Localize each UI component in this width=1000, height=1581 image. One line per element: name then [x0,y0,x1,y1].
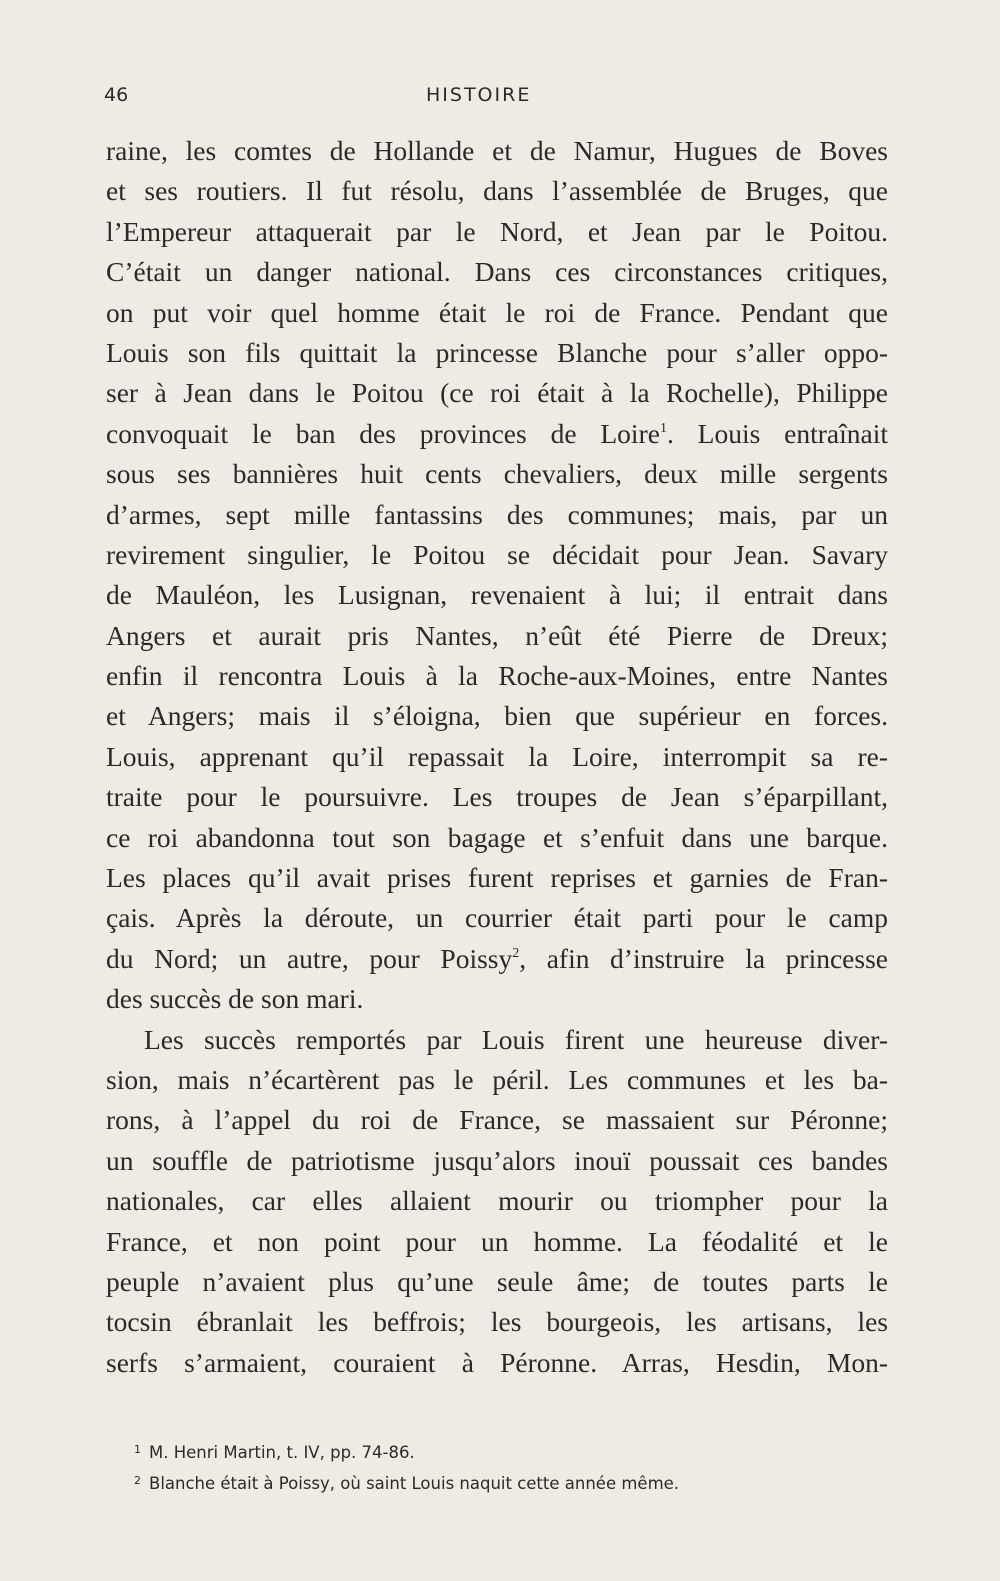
text-line: sous ses bannières huit cents chevaliers, deux mille sergents [106,458,888,490]
footnote-mark: 2 [512,945,520,961]
text-line: des succès de son mari. [106,983,364,1015]
text-line: sion, mais n’écartèrent pas le péril. Les communes et les ba- [106,1063,888,1095]
text-line: l’Empereur attaquerait par le Nord, et Jean par le Poitou. [106,215,888,247]
text-line: peuple n’avaient plus qu’une seule âme; de toutes parts le [106,1265,888,1297]
footnote-mark: 1 [659,420,667,436]
text-line: Angers et aurait pris Nantes, n’eût été Pierre de Dreux; [106,619,888,651]
text-line: serfs s’armaient, couraient à Péronne. Arras, Hesdin, Mon- [106,1346,888,1378]
page-number: 46 [104,84,129,106]
text-line: tocsin ébranlait les beffrois; les bourgeois, les artisans, les [106,1306,888,1338]
text-line: Louis son fils quittait la princesse Blanche pour s’aller oppo- [106,336,888,368]
body-text [106,131,888,1383]
text-segment: . Louis entraînait [666,417,888,449]
text-line: un souffle de patriotisme jusqu’alors inouï poussait ces bandes [106,1144,888,1176]
text-line: raine, les comtes de Hollande et de Namur, Hugues de Boves [106,135,888,166]
text-line: on put voir quel homme était le roi de France. Pendant que [106,296,888,328]
text-line: nationales, car elles allaient mourir ou triompher pour la [106,1185,888,1217]
text-line: et ses routiers. Il fut résolu, dans l’assemblée de Bruges, que [106,175,888,207]
text-line [106,414,888,454]
footnote-number: 1 [134,1443,141,1456]
text-line: France, et non point pour un homme. La féodalité et le [106,1225,888,1257]
text-line: rons, à l’appel du roi de France, se massaient sur Péronne; [106,1104,888,1136]
text-line: Les places qu’il avait prises furent reprises et garnies de Fran- [106,862,888,894]
text-line: ser à Jean dans le Poitou (ce roi était à la Rochelle), Philippe [106,377,888,409]
footnote [134,1436,894,1467]
footnote-text: M. Henri Martin, t. IV, pp. 74-86. [149,1443,415,1462]
text-line: C’était un danger national. Dans ces circonstances critiques, [106,256,888,288]
footnotes [134,1436,894,1498]
footnote [134,1467,894,1498]
text-line: ce roi abandonna tout son bagage et s’enfuit dans une barque. [106,821,888,853]
text-line: et Angers; mais il s’éloigna, bien que supérieur en forces. [106,700,888,732]
running-head [104,84,894,114]
text-line: çais. Après la déroute, un courrier était parti pour le camp [106,902,888,934]
text-line: d’armes, sept mille fantassins des communes; mais, par un [106,498,888,530]
text-line: revirement singulier, le Poitou se décidait pour Jean. Savary [106,538,888,570]
text-segment: , afin d’instruire la princesse [519,942,888,974]
text-line: Louis, apprenant qu’il repassait la Loire, interrompit sa re- [106,740,888,772]
footnote-text: Blanche était à Poissy, où saint Louis naquit cette année même. [149,1474,680,1493]
text-line: Les succès remportés par Louis firent une heureuse diver- [144,1023,888,1055]
text-line: de Mauléon, les Lusignan, revenaient à lui; il entrait dans [106,579,888,611]
footnote-number: 2 [134,1474,141,1487]
text-line: traite pour le poursuivre. Les troupes de Jean s’éparpillant, [106,781,888,813]
running-title: HISTOIRE [426,84,532,106]
text-segment: convoquait le ban des provinces de Loire [106,417,660,449]
text-line [106,939,888,979]
text-segment: du Nord; un autre, pour Poissy [106,942,513,974]
text-line: enfin il rencontra Louis à la Roche-aux-Moines, entre Nantes [106,660,888,692]
